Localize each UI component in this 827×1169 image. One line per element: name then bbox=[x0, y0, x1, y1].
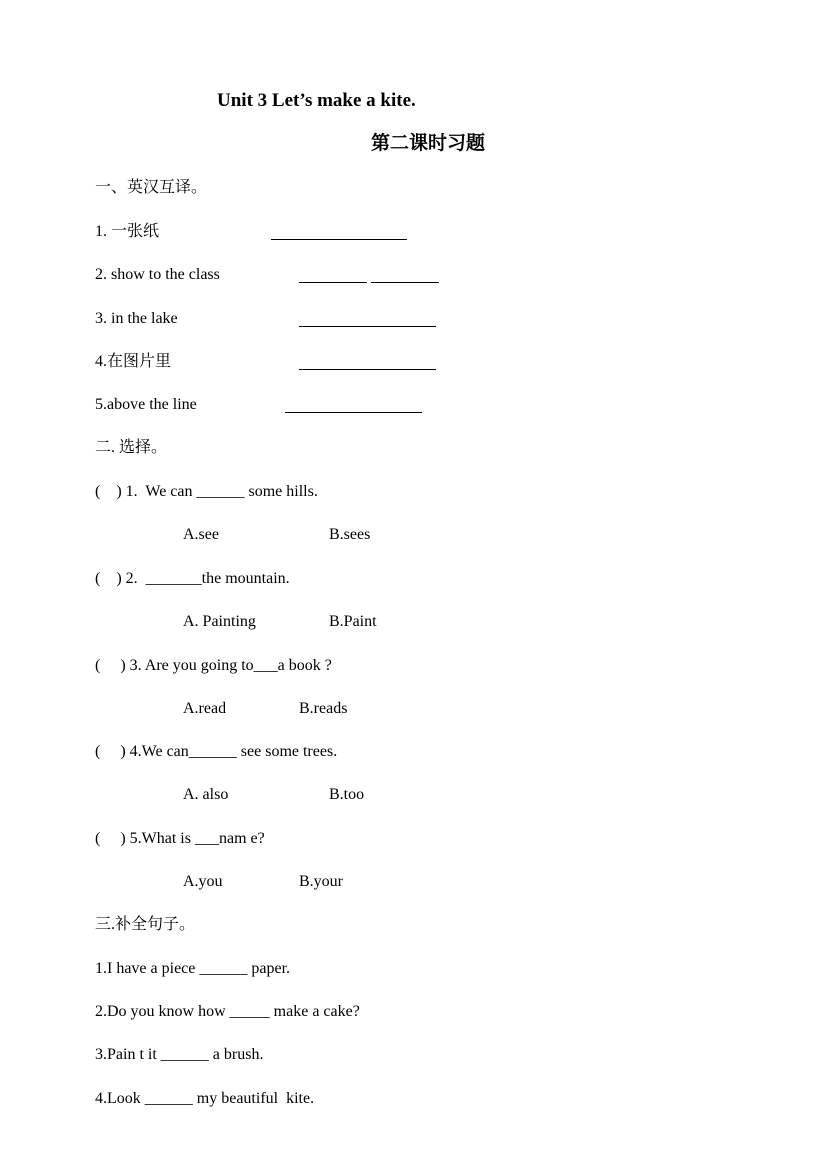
answer-blank[interactable] bbox=[299, 326, 436, 327]
option-a[interactable]: A.read bbox=[183, 700, 227, 717]
question-stem: ( ) 1. We can ______ some hills. bbox=[95, 483, 318, 500]
sentence-item: 1.I have a piece ______ paper. bbox=[95, 960, 291, 977]
answer-blank[interactable] bbox=[299, 369, 436, 370]
option-b[interactable]: B.sees bbox=[329, 526, 371, 543]
section1-heading: 一、英汉互译。 bbox=[95, 179, 208, 196]
answer-blank[interactable] bbox=[271, 239, 407, 240]
section1-item: 3. in the lake bbox=[95, 310, 178, 327]
option-a[interactable]: A. also bbox=[183, 786, 229, 803]
page-subtitle: 第二课时习题 bbox=[371, 133, 486, 154]
question-stem: ( ) 5.What is ___nam e? bbox=[95, 830, 265, 847]
section3-heading: 三.补全句子。 bbox=[95, 916, 196, 933]
option-b[interactable]: B.too bbox=[329, 786, 365, 803]
answer-blank[interactable] bbox=[371, 282, 439, 283]
section1-item: 2. show to the class bbox=[95, 266, 220, 283]
option-b[interactable]: B.reads bbox=[299, 700, 348, 717]
section1-item: 1. 一张纸 bbox=[95, 223, 160, 240]
sentence-item: 4.Look ______ my beautiful kite. bbox=[95, 1090, 315, 1107]
option-b[interactable]: B.Paint bbox=[329, 613, 377, 630]
question-stem: ( ) 2. _______the mountain. bbox=[95, 570, 290, 587]
option-a[interactable]: A. Painting bbox=[183, 613, 256, 630]
sentence-item: 2.Do you know how _____ make a cake? bbox=[95, 1003, 360, 1020]
question-stem: ( ) 3. Are you going to___a book ? bbox=[95, 657, 332, 674]
question-stem: ( ) 4.We can______ see some trees. bbox=[95, 743, 338, 760]
option-b[interactable]: B.your bbox=[299, 873, 343, 890]
section1-item: 4.在图片里 bbox=[95, 353, 172, 370]
sentence-item: 3.Pain t it ______ a brush. bbox=[95, 1046, 264, 1063]
section1-item: 5.above the line bbox=[95, 396, 197, 413]
option-a[interactable]: A.you bbox=[183, 873, 223, 890]
answer-blank[interactable] bbox=[285, 412, 422, 413]
option-a[interactable]: A.see bbox=[183, 526, 219, 543]
section2-heading: 二. 选择。 bbox=[95, 439, 168, 456]
answer-blank[interactable] bbox=[299, 282, 367, 283]
page-title: Unit 3 Let’s make a kite. bbox=[217, 90, 416, 111]
